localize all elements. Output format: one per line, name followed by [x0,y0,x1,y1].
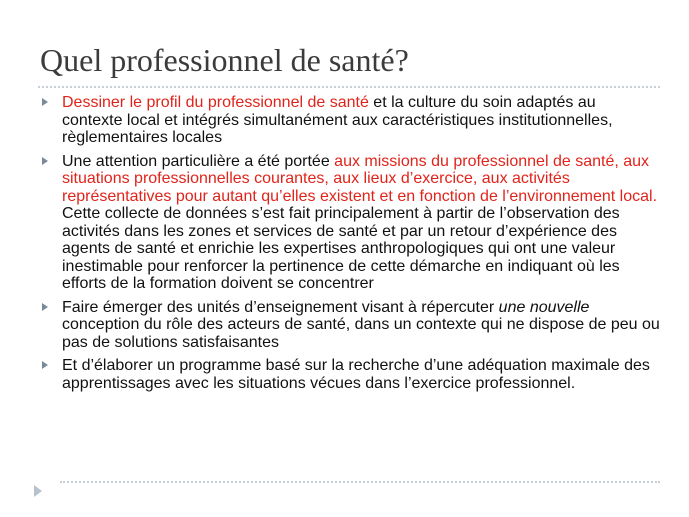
triangle-bullet-icon [42,157,48,165]
bullet-text-segment: Une attention particulière a été portée [62,152,335,170]
bullet-text-segment: Faire émerger des unités d’enseignement visant à répercuter [62,298,499,316]
bullet-item [40,94,660,147]
bullet-text-segment: et la culture du soin adaptés au contexte local et intégrés simultanément aux caractéristiques institutionnelles, règlementaires locales [62,94,613,146]
triangle-bullet-icon [42,98,48,106]
triangle-bullet-icon [42,303,48,311]
bullet-text-segment: une nouvelle [498,298,590,316]
bullet-list [40,94,660,398]
bullet-text-segment: conception du rôle des acteurs de santé, dans un contexte qui ne dispose de peu ou pas de solutions satisfaisantes [62,316,660,351]
slide-title: Quel professionnel de santé? [40,42,409,78]
bullet-item [40,299,660,352]
triangle-arrow-icon [34,485,42,497]
bullet-text-segment: aux missions du professionnel de santé, aux situations professionnelles courantes, aux lieux d’exercice, aux activités représentatives pour autant qu’elles existent et en fonction de l’environnement local. [62,152,658,205]
bullet-item [40,153,660,293]
bullet-text-segment: Et d’élaborer un programme basé sur la recherche d’une adéquation maximale des apprentissages avec les situations vécues dans l’exercice professionnel. [62,357,650,392]
bullet-text-segment: Cette collecte de données s’est fait principalement à partir de l’observation des activités dans les zones et services de santé et par un retour d’expérience des agents de santé et enrichie les expertises anthropologiques qui ont une valeur inestimable pour renforcer la pertinence de cette démarche en indiquant où les efforts de la formation doivent se concentrer [62,205,620,292]
footer-divider [60,481,660,483]
title-divider [38,86,660,88]
triangle-bullet-icon [42,361,48,369]
bullet-text-segment: Dessiner le profil du professionnel de santé [62,94,369,111]
bullet-item [40,357,660,392]
